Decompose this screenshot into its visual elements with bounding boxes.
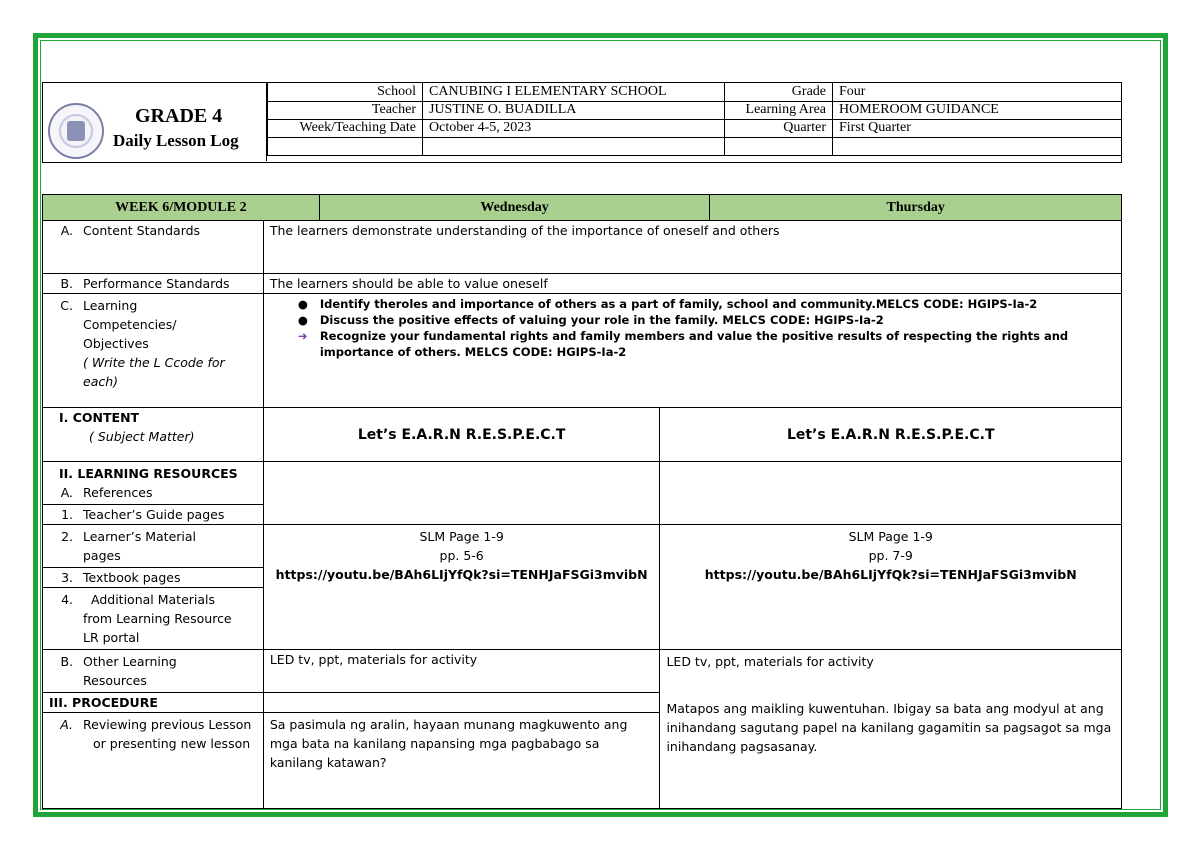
empty-cell: [423, 137, 725, 155]
learners-material-label: 2. Learner’s Material pages: [43, 525, 264, 568]
other-resources-label: B. Other Learning Resources: [43, 650, 264, 693]
competency-item: ➜ Recognize your fundamental rights and family members and value the positive results of respecting the rights and importance of others. MELCS CODE: HGIPS-Ia-2: [297, 329, 1069, 359]
area-value: HOMEROOM GUIDANCE: [833, 101, 1122, 119]
date-value: October 4-5, 2023: [423, 119, 725, 137]
quarter-label: Quarter: [725, 119, 833, 137]
teacher-value: JUSTINE O. BUADILLA: [423, 101, 725, 119]
pages-day1: pp. 5-6: [439, 548, 484, 563]
other-resources-day1: LED tv, ppt, materials for activity: [263, 650, 660, 693]
review-day1: Sa pasimula ng aralin, hayaan munang magkuwento ang mga bata na kanilang napansing mga pagbabago sa kanilang katawan?: [263, 713, 660, 809]
teachers-guide-label: 1. Teacher’s Guide pages: [43, 505, 264, 525]
content-standards-value: The learners demonstrate understanding of the importance of oneself and others: [263, 221, 1121, 274]
info-table: [267, 83, 1121, 156]
materials-day2: [660, 525, 1122, 650]
empty-cell: [833, 137, 1122, 155]
video-link-day2[interactable]: https://youtu.be/BAh6LIjYfQk?si=TENHJaFSGi3mvibN: [704, 567, 1077, 582]
empty-cell: [725, 137, 833, 155]
empty-cell: [268, 137, 423, 155]
performance-standards-value: The learners should be able to value oneself: [263, 274, 1121, 294]
day1-header: Wednesday: [319, 195, 710, 221]
competency-item: ● Identify theroles and importance of others as a part of family, school and community.MELCS CODE: HGIPS-Ia-2: [297, 297, 1038, 311]
log-title: Daily Lesson Log: [113, 131, 239, 150]
textbook-label: 3. Textbook pages: [43, 568, 264, 588]
week-header: WEEK 6/MODULE 2: [43, 195, 320, 221]
deped-seal-icon: [48, 103, 104, 159]
school-label: School: [268, 83, 423, 101]
area-label: Learning Area: [725, 101, 833, 119]
grade-title: GRADE 4: [135, 105, 223, 127]
school-value: CANUBING I ELEMENTARY SCHOOL: [423, 83, 725, 101]
procedure-label: III. PROCEDURE: [43, 693, 264, 713]
competencies-list: [263, 294, 1121, 408]
content-day1: Let’s E.A.R.N R.E.S.P.E.C.T: [263, 408, 660, 462]
grade-value: Four: [833, 83, 1122, 101]
title-cell: [43, 83, 267, 161]
header-block: [42, 82, 1122, 163]
resources-day2-empty: [660, 462, 1122, 525]
resources-day1-empty: [263, 462, 660, 525]
procedure-day1-empty: [263, 693, 660, 713]
teacher-label: Teacher: [268, 101, 423, 119]
content-day2: Let’s E.A.R.N R.E.S.P.E.C.T: [660, 408, 1122, 462]
slm-day1: SLM Page 1-9: [419, 529, 504, 544]
review-day2: Matapos ang maikling kuwentuhan. Ibigay sa bata ang modyul at ang inihandang sagutang papel na kanilang gagamitin sa pagsagot sa mga inihandang pagsasanay.: [666, 701, 1112, 754]
content-standards-label: A. Content Standards: [43, 221, 264, 274]
competencies-label: C. Learning Competencies/ Objectives ( Write the L Ccode for each): [43, 294, 264, 408]
performance-standards-label: B. Performance Standards: [43, 274, 264, 294]
arrow-bullet-icon: ➜: [297, 329, 308, 343]
review-label: A. Reviewing previous Lesson or presenting new lesson: [43, 713, 264, 809]
grade-label: Grade: [725, 83, 833, 101]
additional-materials-label: 4. Additional Materials from Learning Resource LR portal: [43, 588, 264, 650]
competency-item: ● Discuss the positive effects of valuing your role in the family. MELCS CODE: HGIPS-Ia-2: [297, 313, 884, 327]
date-label: Week/Teaching Date: [268, 119, 423, 137]
day2-header: Thursday: [710, 195, 1122, 221]
materials-day1: [263, 525, 660, 650]
quarter-value: First Quarter: [833, 119, 1122, 137]
pages-day2: pp. 7-9: [868, 548, 913, 563]
slm-day2: SLM Page 1-9: [848, 529, 933, 544]
lesson-table: [42, 194, 1122, 809]
content-label: I. CONTENT ( Subject Matter): [43, 408, 264, 462]
resources-label: II. LEARNING RESOURCES A. References: [43, 462, 264, 505]
video-link-day1[interactable]: https://youtu.be/BAh6LIjYfQk?si=TENHJaFSGi3mvibN: [275, 567, 648, 582]
procedure-day2: LED tv, ppt, materials for activity Matapos ang maikling kuwentuhan. Ibigay sa bata ang modyul at ang inihandang sagutang papel na kanilang gagamitin sa pagsagot sa mga inihandang pagsasanay.: [660, 650, 1122, 809]
